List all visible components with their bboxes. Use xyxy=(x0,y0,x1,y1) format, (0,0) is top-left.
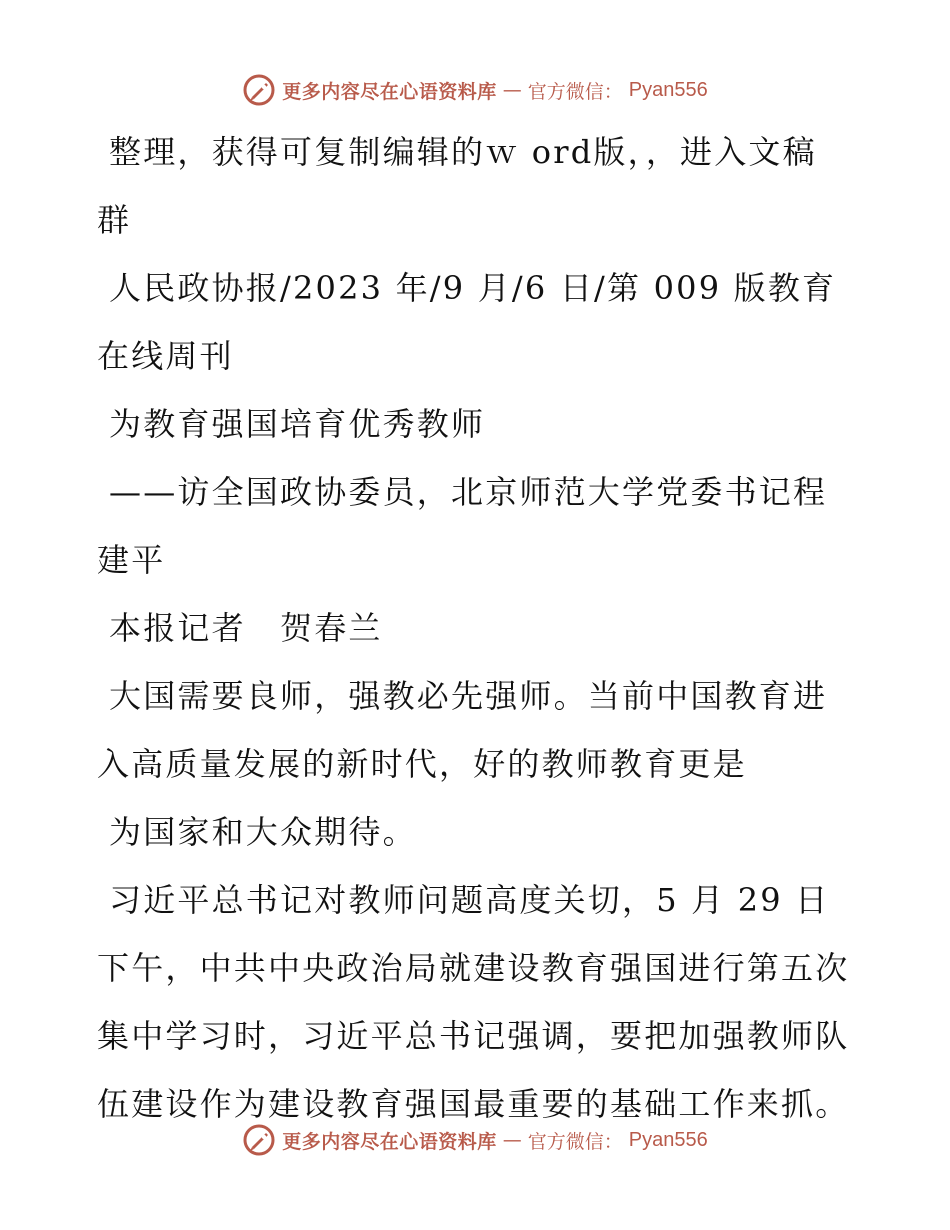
watermark-wechat-id: Pyan556 xyxy=(628,1128,708,1151)
watermark-wechat-id: Pyan556 xyxy=(628,78,708,101)
article-title xyxy=(97,390,857,458)
text-line: 为国家和大众期待。 xyxy=(109,813,417,851)
paragraph-source xyxy=(97,254,857,390)
watermark-wechat-label: 官方微信： xyxy=(527,80,623,103)
watermark-wechat-label: 官方微信： xyxy=(527,1130,623,1153)
watermark-dash: — xyxy=(502,1129,522,1151)
text-line: 人民政协报/2023 年/9 月/6 日/第 009 版教育 xyxy=(109,269,837,307)
watermark-dash: — xyxy=(502,79,522,101)
text-line: 整理，获得可复制编辑的ｗ ord版，，进入文稿 xyxy=(109,133,817,171)
text-line: 集中学习时，习近平总书记强调，要把加强教师队 xyxy=(97,1017,850,1055)
text-line: 伍建设作为建设教育强国最重要的基础工作来抓。 xyxy=(97,1085,850,1123)
footer-watermark xyxy=(0,1120,950,1160)
text-line: 大国需要良师，强教必先强师。当前中国教育进 xyxy=(109,677,828,715)
text-line: 本报记者 贺春兰 xyxy=(109,609,383,647)
header-watermark xyxy=(0,70,950,110)
article-subtitle xyxy=(97,458,857,594)
watermark-site-text: 更多内容尽在心语资料库 xyxy=(282,1130,497,1153)
text-line: 建平 xyxy=(97,541,166,579)
pen-logo-icon xyxy=(242,1123,276,1157)
text-line: 入高质量发展的新时代，好的教师教育更是 xyxy=(97,745,747,783)
watermark-site-text: 更多内容尽在心语资料库 xyxy=(282,80,497,103)
paragraph-body-2 xyxy=(97,798,857,866)
text-line: 在线周刊 xyxy=(97,337,234,375)
text-line: 群 xyxy=(97,201,132,239)
paragraph-intro xyxy=(97,118,857,254)
text-line: 为教育强国培育优秀教师 xyxy=(109,405,486,443)
text-line: ——访全国政协委员，北京师范大学党委书记程 xyxy=(109,473,828,511)
paragraph-body-1 xyxy=(97,662,857,798)
pen-logo-icon xyxy=(242,73,276,107)
article-byline xyxy=(97,594,857,662)
paragraph-body-3 xyxy=(97,866,857,1138)
text-line: 下午，中共中央政治局就建设教育强国进行第五次 xyxy=(97,949,850,987)
text-line: 习近平总书记对教师问题高度关切，5 月 29 日 xyxy=(109,881,830,919)
document-body xyxy=(97,118,857,1138)
